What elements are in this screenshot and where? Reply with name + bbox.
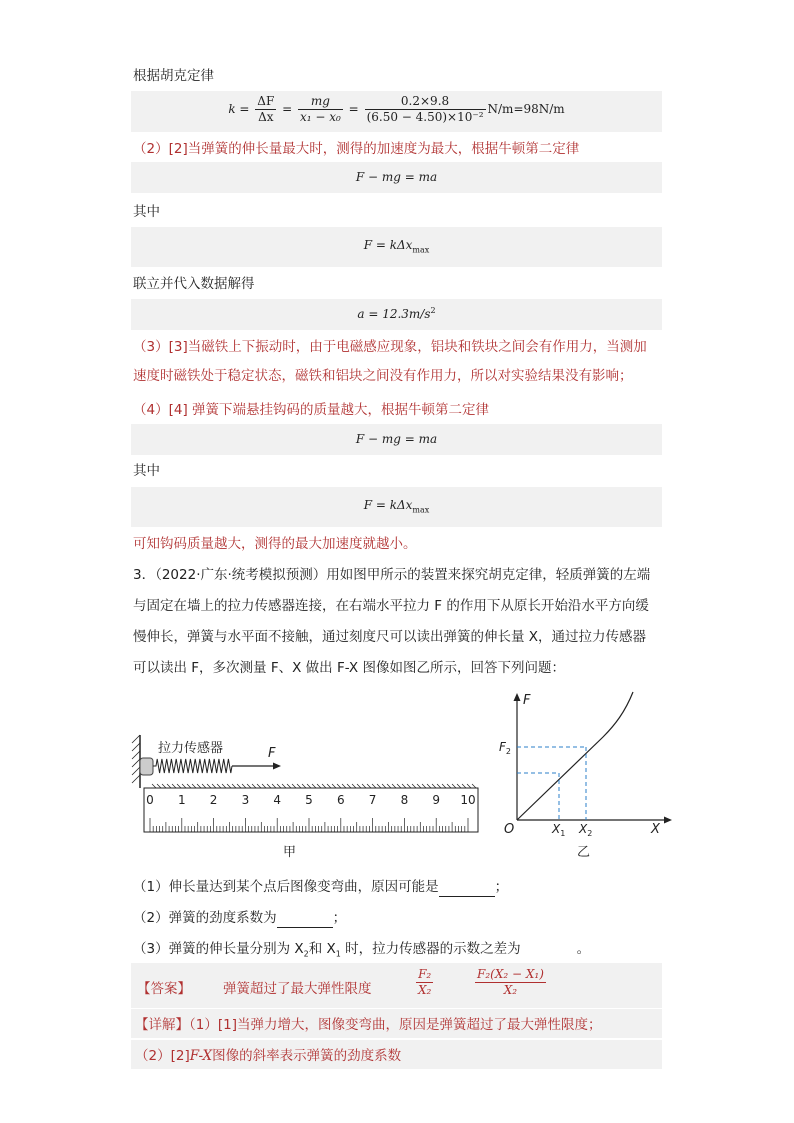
force-label: F — [268, 746, 276, 761]
conclusion: 可知钩码质量越大，测得的最大加速度就越小。 — [133, 536, 417, 552]
eq-a-box — [131, 299, 662, 330]
eq-newton-1: F − mg = ma — [355, 170, 438, 184]
y-axis-label: F — [523, 693, 531, 708]
hooke-intro: 根据胡克定律 — [133, 68, 214, 84]
eq-fk-1-box — [131, 227, 662, 267]
eq-newton-1-box — [131, 162, 662, 193]
ruler-number: 4 — [273, 793, 282, 807]
sensor-label: 拉力传感器 — [158, 741, 224, 756]
y-axis-arrow — [514, 693, 521, 701]
eq-newton-2-box — [131, 424, 662, 455]
eq-a: $a = 12.3m/s^2$ — [357, 306, 436, 321]
ruler-number: 9 — [432, 793, 441, 807]
frac-dF-dx: $\frac{\Delta F}{\Delta x}$ — [257, 94, 275, 124]
part4-line: （4）[4] 弹簧下端悬挂钩码的质量越大，根据牛顿第二定律 — [133, 402, 490, 418]
f2-label: $F_2$ — [499, 740, 511, 756]
part3-line2: 速度时磁铁处于稳定状态，磁铁和铝块之间没有作用力，所以对实验结果没有影响； — [133, 368, 633, 384]
eq-fk-1: F = kΔx$_{max}$ — [363, 238, 430, 255]
sub-q2: （2）弹簧的劲度系数为 ； — [133, 910, 347, 926]
dashed-guides — [517, 747, 586, 820]
ruler-number: 8 — [400, 793, 409, 807]
answer-2: $\frac{\text{F₂}}{\text{X₂}}$ — [418, 967, 432, 997]
x-axis-arrow — [664, 817, 672, 824]
eq-fk-2-box — [131, 487, 662, 527]
ruler-number: 1 — [177, 793, 186, 807]
answer-3: $\frac{\text{F₂(X₂ − X₁)}}{\text{X₂}}$ — [477, 967, 544, 997]
equation-k-box — [131, 91, 662, 132]
where-1: 其中 — [133, 204, 160, 220]
detail-box-1 — [131, 1009, 662, 1038]
answer-1: 弹簧超过了最大弹性限度 — [223, 981, 372, 997]
ruler-number: 7 — [368, 793, 377, 807]
x-axis-label: X — [651, 822, 660, 837]
ruler-number: 3 — [241, 793, 250, 807]
frac-values: $\frac{0.2\times 9.8}{\text{(6.50 − 4.50)×10⁻²}}$ — [366, 94, 484, 124]
ruler-number: 0 — [146, 793, 154, 807]
ruler-number: 5 — [305, 793, 313, 807]
ruler-number: 2 — [209, 793, 218, 807]
caption-jia: 甲 — [283, 845, 297, 860]
ruler-number: 6 — [336, 793, 345, 807]
where-2: 其中 — [133, 463, 160, 479]
spring — [153, 759, 232, 773]
detail-line1: 【详解】（1）[1]当弹力增大，图像变弯曲，原因是弹簧超过了最大弹性限度； — [135, 1017, 602, 1033]
frac-mg: $\frac{mg}{\text{x₁ − x₀}}$ — [300, 94, 341, 124]
q3-line4: 可以读出 F，多次测量 F、X 做出 F-X 图像如图乙所示，回答下列问题： — [133, 660, 565, 676]
eq-k-result: N/m=98N/m — [487, 102, 565, 116]
answer-box — [131, 963, 662, 1008]
ruler-number: 10 — [460, 793, 476, 807]
arrow-head — [273, 763, 281, 770]
q3-line2: 与固定在墙上的拉力传感器连接，在右端水平拉力 F 的作用下从原长开始沿水平方向缓 — [133, 598, 649, 614]
x1-label: $X_1$ — [552, 822, 566, 838]
part3-line1: （3）[3]当磁铁上下振动时，由于电磁感应现象，铝块和铁块之间会有作用力，当测加 — [133, 339, 647, 355]
equation-k: k = $\frac{\Delta F}{\Delta x}$ = $\frac{mg}{\text{x₁ − x₀}}$ = $\frac{0.2\times 9.8}{\text{(6.50 − 4.50)×10⁻²}}$ N/m=98N/m — [228, 94, 565, 124]
figure-yi — [495, 690, 685, 865]
wall-hatching — [132, 735, 140, 783]
caption-yi: 乙 — [577, 845, 591, 860]
answer-tag: 【答案】 — [137, 981, 191, 997]
origin-label: O — [504, 822, 515, 837]
eq-k-lhs: k = — [228, 102, 250, 116]
eq-newton-2: F − mg = ma — [355, 432, 438, 446]
figure-jia — [128, 725, 488, 865]
part2-line: （2）[2]当弹簧的伸长量最大时，测得的加速度为最大，根据牛顿第二定律 — [133, 141, 580, 157]
surface-hatching — [152, 784, 476, 788]
sub-q3: （3）弹簧的伸长量分别为 $X_2$和 $X_1$ 时，拉力传感器的示数之差为 。 — [133, 939, 590, 965]
force-sensor — [140, 758, 153, 775]
sub-q1: （1）伸长量达到某个点后图像变弯曲，原因可能是 ； — [133, 879, 509, 895]
eq-fk-2: F = kΔx$_{max}$ — [363, 498, 430, 515]
f-x-curve — [517, 692, 633, 820]
x2-label: $X_2$ — [579, 822, 593, 838]
detail-box-2 — [131, 1040, 662, 1069]
combine-line: 联立并代入数据解得 — [133, 276, 255, 292]
q3-line3: 慢伸长，弹簧与水平面不接触，通过刻度尺可以读出弹簧的伸长量 X，通过拉力传感器 — [133, 629, 647, 645]
q3-line1: 3．（2022·广东·统考模拟预测）用如图甲所示的装置来探究胡克定律，轻质弹簧的左端 — [133, 567, 651, 583]
detail-line2: （2）[2]F-X图像的斜率表示弹簧的劲度系数 — [135, 1048, 402, 1064]
blank-2[interactable] — [277, 913, 333, 928]
blank-1[interactable] — [439, 882, 495, 897]
